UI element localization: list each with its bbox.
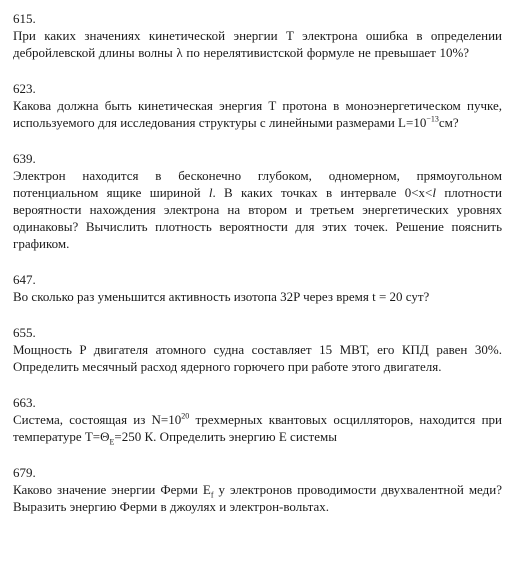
problem-list (13, 10, 502, 534)
problem-623 (13, 80, 502, 131)
problem-text: Во сколько раз уменьшится активность изотопа 32P через время t = 20 сут? (13, 289, 430, 304)
problem-text-part: . В каких точках в интервале 0<x< (212, 185, 433, 200)
subscript: E (109, 437, 115, 447)
problem-text: При каких значениях кинетической энергии T электрона ошибка в определении дебройлевской длины волны λ по нерелятивистской формуле не превышает 10%? (13, 28, 502, 60)
problem-647 (13, 271, 502, 305)
problem-number: 647. (13, 272, 36, 287)
problem-text-part: плотности вероятности нахождения электрона на втором и третьем энергетических уровнях одинаковы? Вычислить плотность вероятности для этих точек. Решение пояснить графиком. (13, 185, 502, 251)
exponent: 20 (181, 411, 190, 421)
problem-number: 663. (13, 395, 36, 410)
problem-639 (13, 150, 502, 252)
subscript: f (210, 490, 214, 500)
problem-text: Мощность P двигателя атомного судна составляет 15 МВТ, его КПД равен 30%. Определить месячный расход ядерного горючего при работе этого двигателя. (13, 342, 502, 374)
problem-number: 639. (13, 151, 36, 166)
problem-text-part: у электронов проводимости двухвалентной меди? Выразить энергию Ферми в джоулях и электрон-вольтах. (13, 482, 502, 514)
problem-text (13, 97, 502, 131)
problem-615 (13, 10, 502, 61)
problem-number: 623. (13, 81, 36, 96)
problem-text-part: см? (438, 115, 459, 130)
problem-text (13, 167, 502, 252)
problem-text-part: =250 К. Определить энергию E системы (114, 429, 337, 444)
problem-text (13, 411, 502, 445)
problem-655 (13, 324, 502, 375)
problem-text-part: Какова должна быть кинетическая энергия T протона в моноэнергетическом пучке, используемого для исследования структуры с линейными размерами L=10 (13, 98, 502, 130)
problem-text (13, 481, 502, 515)
problem-text-part: Система, состоящая из N=10 (13, 412, 182, 427)
problem-text-part: Каково значение энергии Ферми E (13, 482, 211, 497)
variable-l: l (208, 185, 213, 200)
problem-number: 655. (13, 325, 36, 340)
problem-663 (13, 394, 502, 445)
problem-number: 679. (13, 465, 36, 480)
problem-text-part: трехмерных квантовых осцилляторов, находится при температуре T=Θ (13, 412, 502, 444)
problem-679 (13, 464, 502, 515)
problem-text-part: Электрон находится в бесконечно глубоком, одномерном, прямоугольном потенциальном ящике шириной (13, 168, 502, 200)
variable-l: l (432, 185, 436, 200)
exponent: −13 (426, 114, 439, 124)
problem-number: 615. (13, 11, 36, 26)
